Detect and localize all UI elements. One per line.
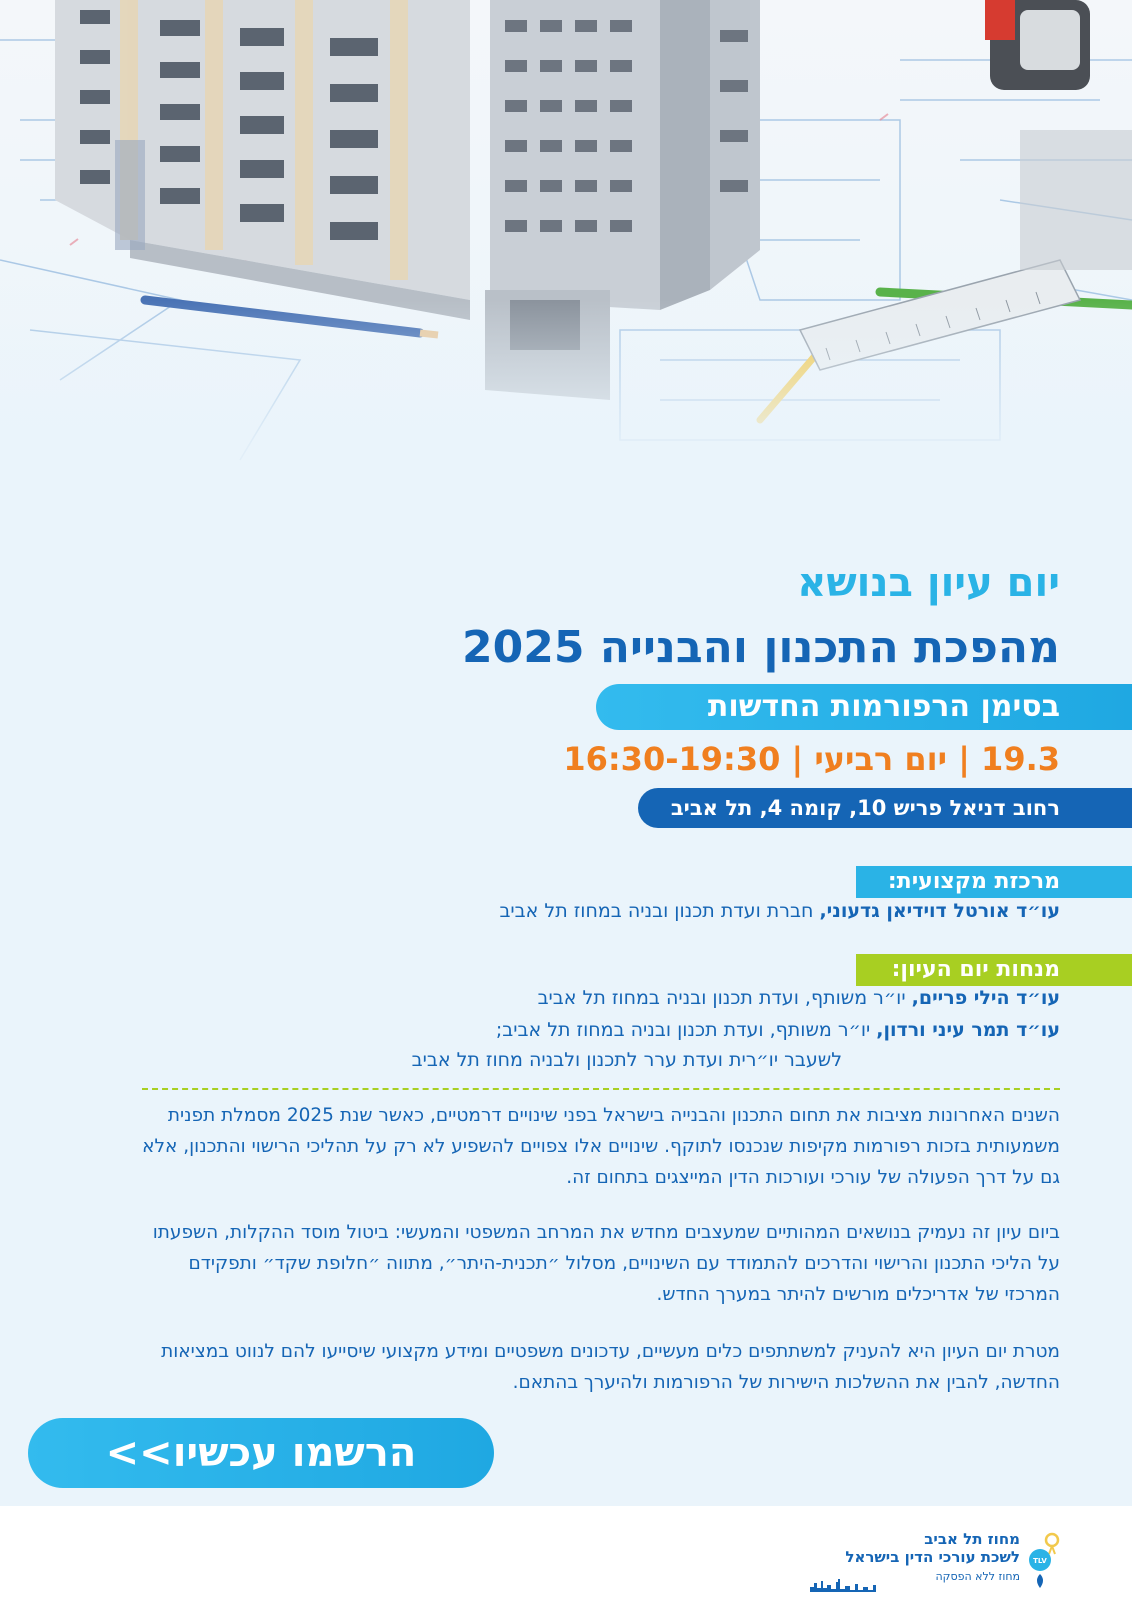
event-title: מהפכת התכנון והבנייה 2025 [461,622,1060,673]
host2-extra: לשעבר יו״רית ועדת ערר לתכנון ולבניה מחוז תל אביב [411,1049,842,1071]
skyline-icon [810,1578,880,1592]
hosts-label: מנחות יום העיון: [856,954,1132,986]
coordinator-name: עו״ד אורטל דוידיאן גדעוני, [819,900,1060,922]
coordinator-label: מרכזת מקצועית: [856,866,1132,898]
host1-role: יו״ר משותף, ועדת תכנון ובניה במחוז תל אביב [537,987,912,1009]
event-date-time: 19.3 | יום רביעי | 16:30-19:30 [563,740,1060,778]
host1-line [538,987,1060,1009]
hero-image [0,0,1132,540]
host2-line [496,1019,1060,1041]
bar-association-logo[interactable] [810,1530,1060,1596]
host1-name: עו״ד הילי פריים, [911,987,1060,1009]
host2-role: יו״ר משותף, ועדת תכנון ובניה במחוז תל אביב; [495,1019,877,1041]
hero-fade [0,300,1132,540]
logo-association: לשכת עורכי הדין בישראל [845,1548,1020,1566]
emblem-text: TLV [1033,1557,1047,1565]
event-subtitle-pill: בסימן הרפורמות החדשות [596,684,1132,730]
register-now-button[interactable]: הרשמו עכשיו>> [28,1418,494,1488]
logo-district: מחוז תל אביב [924,1530,1020,1548]
section-divider [142,1088,1060,1090]
footer [0,1506,1132,1601]
coordinator-role: חברת ועדת תכנון ובניה במחוז תל אביב [499,900,820,922]
event-eyebrow: יום עיון בנושא [797,560,1060,606]
event-address-pill: רחוב דניאל פריש 10, קומה 4, תל אביב [638,788,1132,828]
coordinator-line [499,900,1060,922]
body-paragraph-1: השנים האחרונות מציבות את תחום התכנון והבנייה בישראל בפני שינויים דרמטיים, כאשר שנת 2025 מסמלת תפנית משמעותית בזכות רפורמות מקיפות שנכנסו לתוקף. שינויים אלו צפויים להשפיע לא רק על תהליכי הרישוי והתכנון, אלא גם על דרך הפעולה של עורכי ועורכות הדין המייצגים בתחום זה. [142,1105,1060,1188]
host2-name: עו״ד תמר עיני ורדון, [876,1019,1060,1041]
body-paragraph-2: ביום עיון זה נעמיק בנושאים המהותיים שמעצבים מחדש את המרחב המשפטי והמעשי: ביטול מוסד ההקלות, השפעתו על הליכי התכנון והרישוי והדרכים להתמודד עם השינויים, מסלול ״תכנית-היתר״, מתווה ״חלופת שקד״ ותפקידם המרכזי של אדריכלים מורשים להיתר במערך החדש. [152,1222,1060,1305]
logo-tagline: מחוז ללא הפסקה [935,1570,1020,1583]
body-paragraph-3: מטרת יום העיון היא להעניק למשתתפים כלים מעשיים, עדכונים משפטיים ומידע מקצועי שיסייעו להם לנווט במציאות החדשה, להבין את ההשלכות הישירות של הרפורמות ולהיערך בהתאם. [161,1341,1060,1393]
tlv-emblem-icon [1026,1532,1060,1592]
